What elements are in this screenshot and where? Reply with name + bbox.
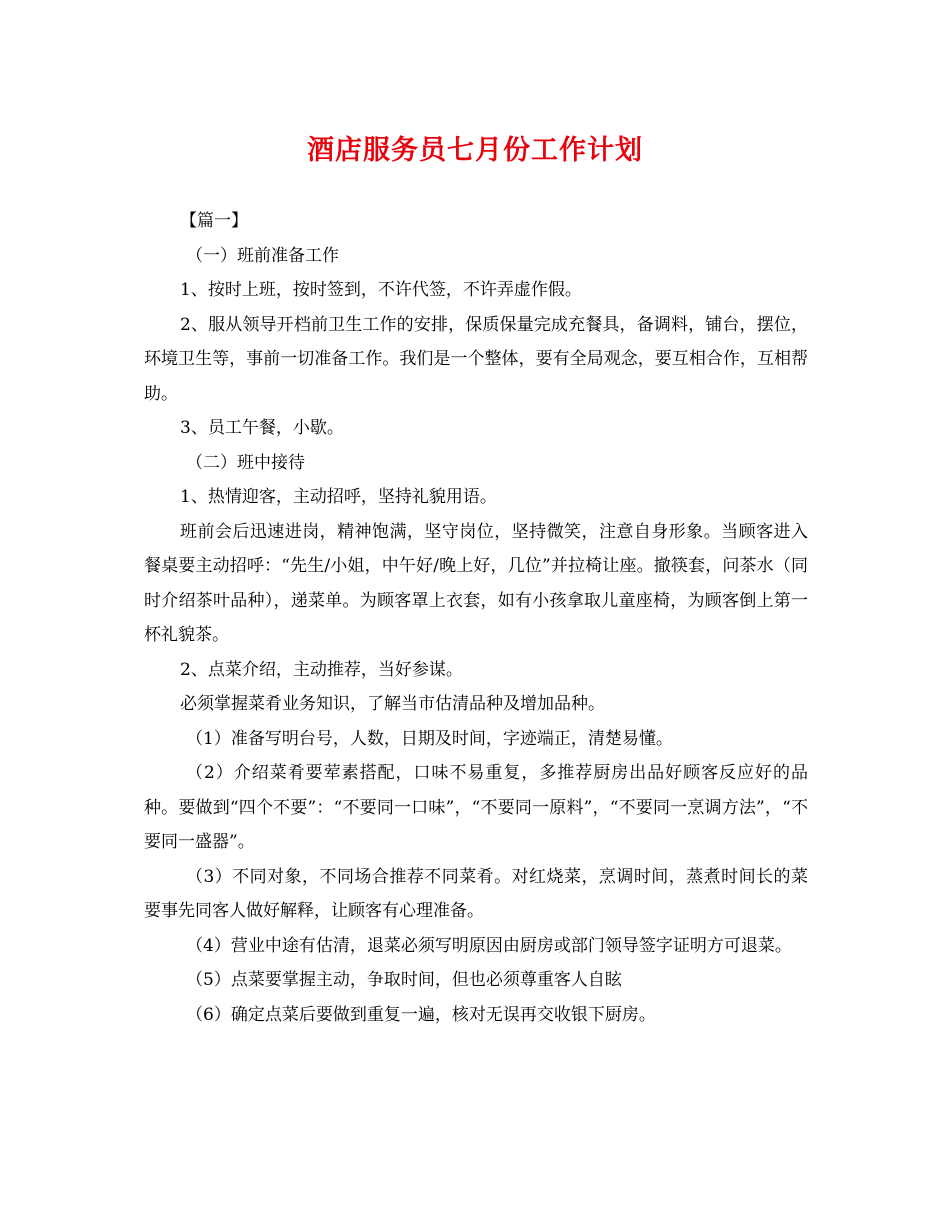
paragraph: 必须掌握菜肴业务知识，了解当市估清品种及增加品种。 xyxy=(180,694,605,714)
document-title: 酒店服务员七月份工作计划 xyxy=(307,135,643,166)
paragraph: 1、热情迎客，主动招呼，坚持礼貌用语。 xyxy=(180,487,497,507)
list-item: （5）点菜要掌握主动，争取时间，但也必须尊重客人自眩 xyxy=(186,970,622,990)
section-heading: （一）班前准备工作 xyxy=(186,245,339,266)
paragraph: 1、按时上班，按时签到，不许代签，不许弄虚作假。 xyxy=(180,280,582,300)
list-item: （4）营业中途有估清，退菜必须写明原因由厨房或部门领导签字证明方可退菜。 xyxy=(186,935,792,956)
list-item: （1）准备写明台号，人数，日期及时间，字迹端正，清楚易懂。 xyxy=(186,728,673,749)
document-body xyxy=(144,204,808,1032)
paragraph: 2、服从领导开档前卫生工作的安排，保质保量完成充餐具，备调料，铺台，摆位，环境卫生等，事前一切准备工作。我们是一个整体，要有全局观念，要互相合作，互相帮助。 xyxy=(144,314,808,404)
section-heading: （二）班中接待 xyxy=(186,452,305,473)
paragraph: 班前会后迅速进岗，精神饱满，坚守岗位，坚持微笑，注意自身形象。当顾客进入餐桌要主动招呼：“先生/小姐，中午好/晚上好，几位”并拉椅让座。撤筷套，问茶水（同时介绍茶叶品种），递菜单。为顾客罩上衣套，如有小孩拿取儿童座椅，为顾客倒上第一杯礼貌茶。 xyxy=(144,521,808,645)
paragraph: 3、员工午餐，小歇。 xyxy=(180,418,344,438)
list-item: （2）介绍菜肴要荤素搭配，口味不易重复，多推荐厨房出品好顾客反应好的品种。要做到“四个不要”：“不要同一口味”，“不要同一原料”，“不要同一烹调方法”，“不要同一盛器”。 xyxy=(144,763,808,852)
list-item: （6）确定点菜后要做到重复一遍，核对无误再交收银下厨房。 xyxy=(186,1004,656,1025)
paragraph: 2、点菜介绍，主动推荐，当好参谋。 xyxy=(180,659,463,680)
section-label: 【篇一】 xyxy=(180,211,248,231)
list-item: （3）不同对象，不同场合推荐不同菜肴。对红烧菜，烹调时间，蒸煮时间长的菜要事先同客人做好解释，让顾客有心理准备。 xyxy=(144,866,808,921)
